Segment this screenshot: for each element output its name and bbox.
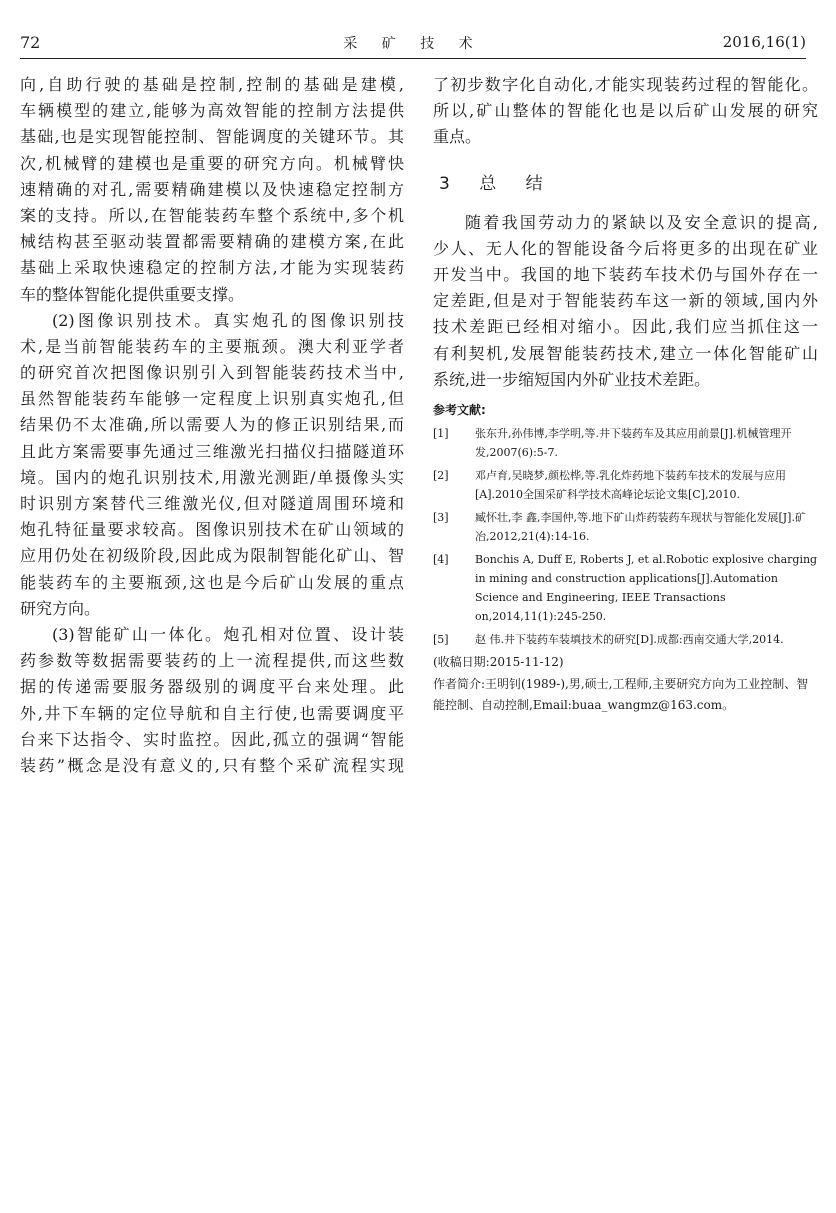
issue-info: 2016,16(1) xyxy=(722,33,806,51)
text-line: 虽然智能装药车能够一定程度上识别真实炮孔,但 xyxy=(20,389,404,409)
text-line: 向,自助行驶的基础是控制,控制的基础是建模, xyxy=(20,75,404,94)
text-line: 装药”概念是没有意义的,只有整个采矿流程实现 xyxy=(20,755,404,775)
text-line: 境。国内的炮孔识别技术,用激光测距/单摄像头实 xyxy=(20,467,404,487)
text-line: 少人、无人化的智能设备今后将更多的出现在矿业 xyxy=(433,238,818,258)
reference-text: 邓卢育,吴晓梦,颜松桦,等.乳化炸药地下装药车技术的发展与应用[A].2010全国采矿科学技术高峰论坛论文集[C],2010. xyxy=(475,468,786,501)
section-heading: 3 总 结 xyxy=(439,173,555,194)
text-line: 系统,进一步缩短国内外矿业技术差距。 xyxy=(433,369,711,389)
text-line: 据的传递需要服务器级别的调度平台来处理。此 xyxy=(20,677,404,697)
reference-item xyxy=(433,630,818,649)
text-line: 车辆模型的建立,能够为高效智能的控制方法提供 xyxy=(20,101,404,121)
reference-list xyxy=(433,424,818,649)
text-line: 研究方向。 xyxy=(20,598,101,618)
journal-title: 采 矿 技 术 xyxy=(343,36,483,52)
text-line: 结果仍不太准确,所以需要人为的修正识别结果,而 xyxy=(20,415,404,435)
reference-text: 赵 伟.井下装药车装填技术的研究[D].成都:西南交通大学,2014. xyxy=(475,632,784,646)
text-line: 有利契机,发展智能装药技术,建立一体化智能矿山 xyxy=(433,343,818,363)
text-line: 台来下达指令、实时监控。因此,孤立的强调“智能 xyxy=(20,729,404,749)
text-line: 且此方案需要事先通过三维激光扫描仪扫描隧道环 xyxy=(20,441,404,461)
text-line: 应用仍处在初级阶段,因此成为限制智能化矿山、智 xyxy=(20,546,404,566)
text-line: 速精确的对孔,需要精确建模以及快速稳定控制方 xyxy=(20,179,404,199)
text-line: 炮孔特征量要求较高。图像识别技术在矿山领域的 xyxy=(20,520,404,540)
reference-number: [2] xyxy=(433,468,449,482)
received-date: (收稿日期:2015-11-12) xyxy=(433,654,564,669)
author-bio: 作者简介:王明钊(1989-),男,硕士,工程师,主要研究方向为工业控制、智能控制、自动控制,Email:buaa_wangmz@163.com。 xyxy=(433,676,809,712)
text-line: 药参数等数据需要装药的上一流程提供,而这些数 xyxy=(20,651,404,671)
references-title: 参考文献: xyxy=(433,402,486,417)
page-number: 72 xyxy=(20,33,41,52)
text-line: 了初步数字化自动化,才能实现装药过程的智能化。 xyxy=(433,75,818,94)
reference-item xyxy=(433,508,818,546)
text-line: 械结构甚至驱动装置都需要精确的建模方案,在此 xyxy=(20,232,404,252)
text-line: 所以,矿山整体的智能化也是以后矿山发展的研究 xyxy=(433,101,818,121)
reference-item xyxy=(433,424,818,462)
text-line: 术,是当前智能装药车的主要瓶颈。澳大利亚学者 xyxy=(20,336,404,356)
text-line: 基础上采取快速稳定的控制方法,才能为实现装药 xyxy=(20,258,404,278)
text-line: 技术差距已经相对缩小。因此,我们应当抓住这一 xyxy=(433,317,818,337)
text-line: 基础,也是实现智能控制、智能调度的关键环节。其 xyxy=(20,127,404,147)
reference-item xyxy=(433,466,818,504)
right-intro-text xyxy=(433,72,818,151)
conclusion-text xyxy=(433,210,818,393)
text-line: 的研究首次把图像识别引入到智能装药技术当中, xyxy=(20,363,404,383)
reference-number: [4] xyxy=(433,552,449,566)
text-line: 开发当中。我国的地下装药车技术仍与国外存在一 xyxy=(433,264,818,284)
left-body-text xyxy=(20,72,404,779)
reference-number: [1] xyxy=(433,426,449,440)
reference-number: [3] xyxy=(433,510,449,524)
text-line: (3)智能矿山一体化。炮孔相对位置、设计装 xyxy=(52,624,404,644)
reference-number: [5] xyxy=(433,632,449,646)
text-line: 次,机械臂的建模也是重要的研究方向。机械臂快 xyxy=(20,153,404,173)
text-line: (2)图像识别技术。真实炮孔的图像识别技 xyxy=(52,310,404,330)
right-column xyxy=(433,72,818,716)
text-line: 车的整体智能化提供重要支撑。 xyxy=(20,284,245,304)
reference-text: 张东升,孙伟博,李学明,等.井下装药车及其应用前景[J].机械管理开发,2007(6):5-7. xyxy=(475,426,792,459)
reference-text: 臧怀壮,李 鑫,李国仲,等.地下矿山炸药装药车现状与智能化发展[J].矿冶,2012,21(4):14-16. xyxy=(475,510,806,543)
left-column xyxy=(20,72,404,779)
reference-text: Bonchis A, Duff E, Roberts J, et al.Robotic explosive charging in mining and construction applications[J].Automation Science and Engineering, IEEE Transactions on,2014,11(1):245-250. xyxy=(475,552,818,623)
text-line: 时识别方案替代三维激光仪,但对隧道周围环境和 xyxy=(20,494,404,513)
text-line: 重点。 xyxy=(433,127,482,147)
text-line: 能装药车的主要瓶颈,这也是今后矿山发展的重点 xyxy=(20,572,404,592)
text-line: 案的支持。所以,在智能装药车整个系统中,多个机 xyxy=(20,205,404,225)
text-line: 定差距,但是对于智能装药车这一新的领域,国内外 xyxy=(433,291,818,311)
reference-item xyxy=(433,550,818,626)
page-header xyxy=(20,30,806,59)
text-line: 外,井下车辆的定位导航和自主行使,也需要调度平 xyxy=(20,703,404,723)
text-line: 随着我国劳动力的紧缺以及安全意识的提高, xyxy=(465,212,818,232)
